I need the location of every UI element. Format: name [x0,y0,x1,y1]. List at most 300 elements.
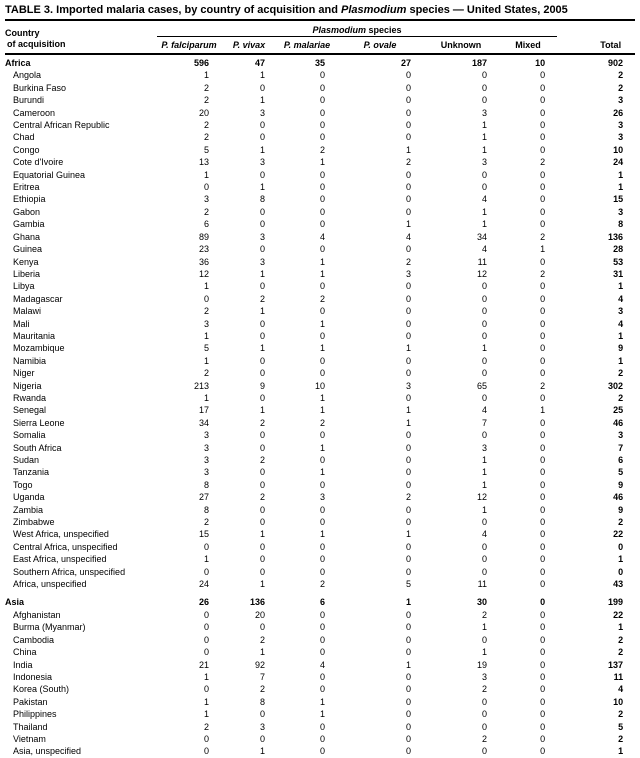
species-value-cell: 17 [198,405,209,416]
country-row [5,566,635,578]
species-value-cell: 1 [319,392,325,403]
species-value-cell: 0 [540,684,546,695]
species-value-cell: 0 [319,634,325,645]
species-value-cell: 0 [319,169,325,180]
species-value-cell: 1 [481,622,487,633]
country-row [5,107,635,119]
country-name-cell: South Africa [13,442,62,453]
species-value-cell: 6 [203,219,209,230]
species-value-cell: 3 [319,492,325,503]
total-value-cell: 43 [613,579,624,590]
species-value-cell: 3 [481,671,487,682]
species-value-cell: 1 [203,330,209,341]
country-row [5,621,635,633]
country-name-cell: Libya [13,281,35,292]
species-value-cell: 0 [540,82,546,93]
total-value-cell: 22 [613,609,624,620]
table-title-prefix: TABLE 3. Imported malaria cases, by country of acquisition and [5,4,341,16]
species-value-cell: 0 [203,293,209,304]
species-value-cell: 1 [319,157,325,168]
species-value-cell: 2 [405,256,411,267]
species-value-cell: 0 [319,733,325,744]
species-value-cell: 0 [540,517,546,528]
species-value-cell: 2 [203,368,209,379]
species-value-cell: 0 [259,318,265,329]
species-value-cell: 0 [259,82,265,93]
species-value-cell: 0 [540,733,546,744]
species-value-cell: 11 [477,256,487,267]
table-title [5,4,635,21]
species-value-cell: 0 [405,696,411,707]
species-value-cell: 0 [259,219,265,230]
country-name-cell: Somalia [13,430,46,441]
country-name-cell: Cambodia [13,634,55,645]
species-value-cell: 0 [540,219,546,230]
species-value-cell: 0 [319,671,325,682]
country-name-cell: Vietnam [13,733,46,744]
region-section-row [5,54,635,69]
species-value-cell: 0 [540,566,546,577]
species-value-cell: 1 [481,647,487,658]
species-value-cell: 2 [259,293,265,304]
country-row [5,708,635,720]
species-value-cell: 0 [481,355,487,366]
country-row [5,578,635,590]
species-value-cell: 0 [405,355,411,366]
species-value-cell: 187 [471,58,487,68]
species-value-cell: 0 [540,622,546,633]
total-value-cell: 25 [613,405,624,416]
species-value-cell: 0 [481,330,487,341]
species-value-cell: 0 [481,281,487,292]
species-value-cell: 0 [319,609,325,620]
species-value-cell: 1 [259,746,265,757]
species-value-cell: 0 [540,647,546,658]
species-value-cell: 0 [319,684,325,695]
species-value-cell: 0 [481,746,487,757]
col-header-mixed: Mixed [499,37,557,55]
species-value-cell: 3 [203,194,209,205]
species-value-cell: 136 [249,597,265,608]
species-value-cell: 19 [476,659,487,670]
region-section-row [5,590,635,608]
species-value-cell: 0 [319,206,325,217]
species-value-cell: 0 [540,492,546,503]
species-value-cell: 0 [540,659,546,670]
country-row [5,454,635,466]
species-value-cell: 12 [476,492,487,503]
species-value-cell: 0 [203,566,209,577]
country-name-cell: Central Africa, unspecified [13,541,118,552]
table-title-suffix: species — United States, 2005 [406,4,568,16]
species-value-cell: 0 [540,107,546,118]
species-value-cell: 1 [405,417,411,428]
total-value-cell: 5 [618,721,624,732]
species-value-cell: 0 [405,206,411,217]
country-row [5,318,635,330]
country-row [5,553,635,565]
species-value-cell: 0 [259,244,265,255]
species-value-cell: 2 [319,144,325,155]
total-value-cell: 4 [618,684,624,695]
total-value-cell: 137 [608,659,624,670]
species-value-cell: 1 [259,70,265,81]
country-name-cell: Asia [5,597,25,608]
species-value-cell: 4 [481,244,487,255]
species-value-cell: 0 [405,70,411,81]
species-value-cell: 0 [540,194,546,205]
species-value-cell: 2 [203,120,209,131]
species-value-cell: 6 [319,597,325,608]
species-value-cell: 0 [481,721,487,732]
species-value-cell: 10 [314,380,325,391]
spanner-rest-text: species [366,25,402,35]
species-value-cell: 1 [319,268,325,279]
species-value-cell: 0 [481,696,487,707]
species-value-cell: 0 [319,541,325,552]
total-value-cell: 1 [618,281,624,292]
species-value-cell: 8 [203,479,209,490]
species-value-cell: 11 [477,579,487,590]
species-value-cell: 2 [259,492,265,503]
country-name-cell: Guinea [13,244,43,255]
country-row [5,82,635,94]
species-value-cell: 0 [405,467,411,478]
species-value-cell: 5 [203,144,209,155]
species-value-cell: 0 [540,368,546,379]
species-value-cell: 0 [405,107,411,118]
species-value-cell: 1 [259,647,265,658]
species-value-cell: 0 [319,368,325,379]
country-row [5,392,635,404]
country-row [5,380,635,392]
species-value-cell: 3 [481,157,487,168]
species-value-cell: 89 [198,231,209,242]
total-value-cell: 2 [618,647,624,658]
total-value-cell: 15 [613,194,624,205]
species-value-cell: 0 [540,479,546,490]
table-title-species-italic: Plasmodium [340,4,407,16]
species-value-cell: 1 [319,256,325,267]
species-value-cell: 0 [319,746,325,757]
total-value-cell: 28 [613,244,624,255]
species-value-cell: 2 [319,579,325,590]
species-value-cell: 0 [481,182,487,193]
species-value-cell: 2 [203,95,209,106]
species-value-cell: 2 [319,293,325,304]
country-name-cell: Angola [13,70,42,81]
country-row [5,367,635,379]
species-value-cell: 2 [203,132,209,143]
total-value-cell: 26 [613,107,624,118]
species-value-cell: 0 [405,392,411,403]
species-value-cell: 0 [540,70,546,81]
species-value-cell: 0 [203,733,209,744]
species-value-cell: 0 [203,182,209,193]
species-value-cell: 1 [203,281,209,292]
country-name-cell: Zambia [13,504,44,515]
species-value-cell: 8 [203,504,209,515]
country-name-cell: East Africa, unspecified [13,554,107,565]
species-value-cell: 3 [259,157,265,168]
country-header-line1: Country [5,28,40,38]
species-value-cell: 0 [405,182,411,193]
total-value-cell: 8 [618,219,624,230]
country-row [5,131,635,143]
country-row [5,243,635,255]
species-value-cell: 0 [405,647,411,658]
species-value-cell: 2 [203,306,209,317]
species-value-cell: 12 [198,268,209,279]
country-row [5,528,635,540]
species-value-cell: 0 [405,541,411,552]
species-value-cell: 0 [540,609,546,620]
species-value-cell: 2 [203,82,209,93]
country-name-cell: Senegal [13,405,47,416]
total-value-cell: 1 [618,330,624,341]
species-value-cell: 34 [476,231,487,242]
country-row [5,69,635,81]
country-name-cell: Togo [13,479,33,490]
species-value-cell: 0 [259,622,265,633]
species-value-cell: 2 [259,417,265,428]
total-value-cell: 46 [613,417,624,428]
total-value-cell: 6 [618,455,624,465]
species-value-cell: 1 [203,70,209,81]
species-value-cell: 0 [259,430,265,441]
species-value-cell: 0 [481,82,487,93]
country-name-cell: Kenya [13,256,39,267]
total-value-cell: 2 [618,634,624,645]
species-value-cell: 0 [405,368,411,379]
species-value-cell: 0 [319,219,325,230]
species-value-cell: 3 [203,467,209,478]
total-value-cell: 1 [618,746,624,757]
species-value-cell: 3 [481,442,487,453]
species-value-cell: 2 [203,517,209,528]
species-value-cell: 1 [259,95,265,106]
species-value-cell: 1 [319,405,325,416]
species-value-cell: 0 [319,107,325,118]
species-value-cell: 0 [405,517,411,528]
species-value-cell: 1 [405,597,411,608]
species-value-cell: 1 [481,144,487,155]
total-value-cell: 199 [608,597,624,608]
species-value-cell: 0 [319,182,325,193]
species-value-cell: 0 [319,132,325,143]
species-value-cell: 0 [405,306,411,317]
country-name-cell: Asia, unspecified [13,746,82,757]
species-value-cell: 0 [405,330,411,341]
country-name-cell: Mali [13,318,30,329]
species-value-cell: 0 [540,467,546,478]
total-value-cell: 1 [618,554,624,565]
species-value-cell: 2 [319,417,325,428]
species-value-cell: 1 [203,554,209,565]
species-value-cell: 1 [481,467,487,478]
species-value-cell: 1 [259,306,265,317]
species-value-cell: 1 [481,132,487,143]
species-value-cell: 0 [319,306,325,317]
species-value-cell: 0 [540,206,546,217]
species-value-cell: 1 [319,529,325,540]
species-value-cell: 1 [481,455,487,465]
country-row [5,119,635,131]
species-value-cell: 1 [481,206,487,217]
species-value-cell: 3 [259,231,265,242]
species-value-cell: 0 [259,330,265,341]
species-value-cell: 0 [405,120,411,131]
country-name-cell: India [13,659,33,670]
species-value-cell: 0 [540,355,546,366]
country-row [5,256,635,268]
species-value-cell: 1 [259,579,265,590]
country-row [5,156,635,168]
country-name-cell: Africa [5,58,31,68]
country-row [5,634,635,646]
total-value-cell: 2 [618,368,624,379]
species-value-cell: 7 [259,671,265,682]
species-value-cell: 0 [203,684,209,695]
species-value-cell: 27 [400,58,411,68]
species-value-cell: 3 [203,318,209,329]
total-value-cell: 0 [618,566,624,577]
species-value-cell: 1 [203,355,209,366]
species-value-cell: 92 [254,659,265,670]
country-row [5,721,635,733]
species-value-cell: 0 [259,566,265,577]
species-value-cell: 0 [259,467,265,478]
species-value-cell: 0 [540,721,546,732]
country-name-cell: Mozambique [13,343,65,354]
total-value-cell: 9 [618,504,624,515]
country-name-cell: Korea (South) [13,684,70,695]
species-value-cell: 27 [198,492,209,503]
species-value-cell: 213 [193,380,209,391]
species-value-cell: 0 [540,144,546,155]
species-value-cell: 0 [405,318,411,329]
country-name-cell: Ghana [13,231,41,242]
country-row [5,355,635,367]
country-name-cell: Burkina Faso [13,82,67,93]
species-value-cell: 0 [259,504,265,515]
species-value-cell: 0 [259,479,265,490]
species-value-cell: 10 [535,58,546,68]
species-value-cell: 0 [259,120,265,131]
species-value-cell: 0 [319,120,325,131]
species-value-cell: 0 [405,455,411,465]
species-value-cell: 1 [259,182,265,193]
species-value-cell: 0 [405,733,411,744]
species-value-cell: 8 [259,194,265,205]
species-value-cell: 23 [198,244,209,255]
species-value-cell: 0 [540,120,546,131]
species-value-cell: 0 [259,554,265,565]
country-row [5,696,635,708]
species-value-cell: 0 [259,442,265,453]
species-value-cell: 0 [540,746,546,757]
species-value-cell: 0 [481,517,487,528]
species-value-cell: 0 [540,696,546,707]
country-row [5,404,635,416]
species-value-cell: 0 [405,554,411,565]
species-value-cell: 0 [405,82,411,93]
species-value-cell: 1 [481,120,487,131]
country-name-cell: Malawi [13,306,42,317]
species-value-cell: 0 [405,293,411,304]
species-value-cell: 1 [481,479,487,490]
country-row [5,293,635,305]
total-value-cell: 53 [613,256,624,267]
country-row [5,193,635,205]
species-value-cell: 0 [405,746,411,757]
species-value-cell: 0 [203,647,209,658]
species-value-cell: 26 [198,597,209,608]
species-value-cell: 2 [540,231,546,242]
country-row [5,683,635,695]
total-value-cell: 3 [618,430,624,441]
species-value-cell: 21 [198,659,209,670]
species-value-cell: 0 [405,95,411,106]
species-value-cell: 0 [540,597,546,608]
species-value-cell: 0 [481,169,487,180]
species-value-cell: 1 [405,659,411,670]
total-value-cell: 5 [618,467,624,478]
country-name-cell: Thailand [13,721,48,732]
country-row [5,417,635,429]
spanner-row [5,21,635,37]
species-value-cell: 4 [405,231,411,242]
species-value-cell: 3 [203,430,209,441]
species-value-cell: 0 [481,306,487,317]
total-value-cell: 3 [618,206,624,217]
species-value-cell: 1 [319,442,325,453]
total-value-cell: 1 [618,182,624,193]
species-value-cell: 0 [259,392,265,403]
col-header-p-falciparum: P. falciparum [157,37,221,55]
species-value-cell: 0 [259,132,265,143]
country-name-cell: Gambia [13,219,45,230]
country-name-cell: West Africa, unspecified [13,529,109,540]
species-value-cell: 0 [481,318,487,329]
species-value-cell: 0 [319,479,325,490]
species-value-cell: 2 [481,733,487,744]
species-value-cell: 0 [540,579,546,590]
species-value-cell: 24 [198,579,209,590]
species-value-cell: 0 [405,671,411,682]
species-value-cell: 0 [481,95,487,106]
species-value-cell: 0 [540,169,546,180]
species-value-cell: 1 [405,144,411,155]
species-value-cell: 0 [319,622,325,633]
country-row [5,646,635,658]
species-value-cell: 0 [319,554,325,565]
country-name-cell: Sierra Leone [13,417,65,428]
species-value-cell: 12 [476,268,487,279]
country-name-cell: Cameroon [13,107,56,118]
species-value-cell: 0 [319,330,325,341]
col-header-unknown: Unknown [423,37,499,55]
species-value-cell: 30 [476,597,487,608]
species-value-cell: 9 [259,380,265,391]
total-value-cell: 46 [613,492,624,503]
species-value-cell: 13 [198,157,209,168]
species-value-cell: 15 [198,529,209,540]
species-value-cell: 0 [319,355,325,366]
total-value-cell: 2 [618,82,624,93]
country-row [5,745,635,758]
species-value-cell: 0 [405,709,411,720]
